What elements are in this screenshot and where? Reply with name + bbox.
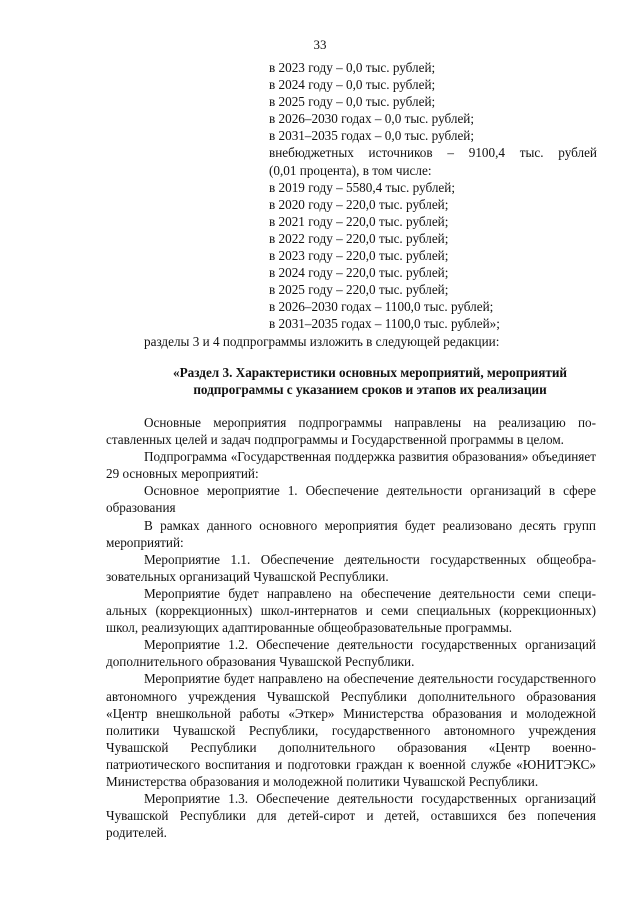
section-heading [137, 364, 603, 399]
funding-line: в 2031–2035 годах – 1100,0 тыс. рублей»; [269, 316, 500, 332]
paragraph: Мероприятие 1.2. Обеспечение деятельности государственных организаций дополнительного образования Чувашской Республики. [106, 637, 596, 670]
paragraph: Мероприятие 1.3. Обеспечение деятельности государственных организаций Чувашской Республики для детей-сирот и детей, оставшихся без попечения родителей. [106, 791, 596, 841]
funding-list [269, 59, 597, 333]
paragraph: Мероприятие будет направлено на обеспечение деятельности государственного автономного учреждения Чувашской Республики дополнительного образования «Центр внешкольной работы «Эткер» Министерства образования и молодежной политики Чувашской Республики, государственного автономного учреждения Чувашской Республики дополнительного образования «Центр военно-патриотического воспитания и подготовки граждан к военной службе «ЮНИТЭКС» Министерства образования и молодежной политики Чувашской Республики. [106, 671, 596, 789]
amendment-intro: разделы 3 и 4 подпрограммы изложить в следующей редакции: [144, 334, 500, 349]
funding-line: (0,01 процента), в том числе: [269, 162, 432, 178]
paragraph: Основные мероприятия подпрограммы направлены на реализацию поставленных целей и задач подпрограммы и Государственной программы в целом. [106, 415, 596, 448]
funding-line: в 2022 году – 220,0 тыс. рублей; [269, 230, 449, 246]
funding-line: в 2023 году – 220,0 тыс. рублей; [269, 248, 449, 264]
funding-line: в 2026–2030 годах – 1100,0 тыс. рублей; [269, 299, 494, 315]
funding-line: в 2026–2030 годах – 0,0 тыс. рублей; [269, 111, 475, 127]
funding-line: в 2031–2035 годах – 0,0 тыс. рублей; [269, 128, 475, 144]
funding-line: в 2025 году – 220,0 тыс. рублей; [269, 282, 449, 298]
funding-line: внебюджетных источников – 9100,4 тыс. рублей [269, 145, 597, 161]
paragraph: Мероприятие будет направлено на обеспечение деятельности семи специальных (коррекционных) школ-интернатов и семи специальных (коррекционных) школ, реализующих адаптированные общеобразовательные программы. [106, 585, 596, 636]
funding-line: в 2020 году – 220,0 тыс. рублей; [269, 196, 449, 212]
funding-line: в 2023 году – 0,0 тыс. рублей; [269, 60, 436, 75]
section-heading-line: «Раздел 3. Характеристики основных мероприятий, мероприятий [172, 365, 568, 380]
funding-line: в 2024 году – 220,0 тыс. рублей; [269, 265, 449, 281]
funding-line: в 2019 году – 5580,4 тыс. рублей; [269, 179, 455, 195]
funding-line: в 2021 году – 220,0 тыс. рублей; [269, 213, 449, 229]
paragraph: Подпрограмма «Государственная поддержка развития образования» объединяет 29 основных мероприятий: [106, 449, 596, 482]
funding-line: в 2024 году – 0,0 тыс. рублей; [269, 77, 436, 93]
paragraph: Основное мероприятие 1. Обеспечение деятельности организаций в сфере образования [106, 483, 596, 516]
paragraph: В рамках данного основного мероприятия будет реализовано десять групп мероприятий: [106, 517, 596, 550]
body-text [106, 414, 596, 841]
section-heading-line: подпрограммы с указанием сроков и этапов их реализации [193, 382, 547, 398]
funding-line: в 2025 году – 0,0 тыс. рублей; [269, 94, 436, 110]
page-number: 33 [313, 37, 327, 52]
paragraph: Мероприятие 1.1. Обеспечение деятельности государственных общеобразовательных организаций Чувашской Республики. [106, 551, 596, 584]
